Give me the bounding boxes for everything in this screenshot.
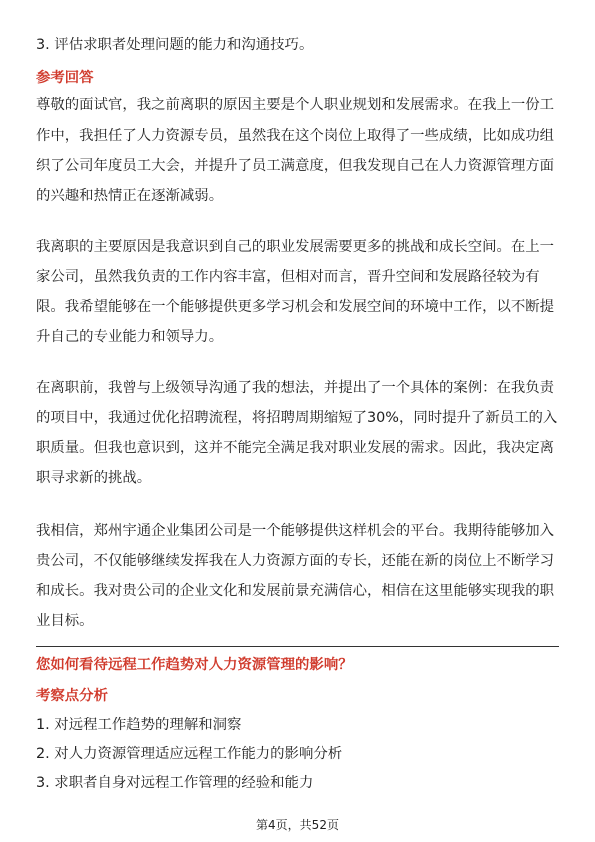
paragraph-2-line-1: 我离职的主要原因是我意识到自己的职业发展需要更多的挑战和成长空间。在上一 bbox=[36, 239, 555, 255]
paragraph-2-line-4: 升自己的专业能力和领导力。 bbox=[36, 329, 224, 345]
analysis-item-2: 2. 对人力资源管理适应远程工作能力的影响分析 bbox=[36, 746, 343, 762]
paragraph-3-line-2: 的项目中，我通过优化招聘流程，将招聘周期缩短了30%，同时提升了新员工的入 bbox=[36, 410, 558, 426]
reference-answer-heading: 参考回答 bbox=[36, 70, 94, 86]
paragraph-3-line-1: 在离职前，我曾与上级领导沟通了我的想法，并提出了一个具体的案例：在我负责 bbox=[36, 380, 555, 396]
paragraph-1-line-2: 作中，我担任了人力资源专员，虽然我在这个岗位上取得了一些成绩，比如成功组 bbox=[36, 128, 555, 144]
paragraph-1-line-1: 尊敬的面试官，我之前离职的原因主要是个人职业规划和发展需求。在我上一份工 bbox=[36, 97, 555, 113]
analysis-heading: 考察点分析 bbox=[36, 688, 108, 704]
paragraph-1-line-4: 的兴趣和热情正在逐渐减弱。 bbox=[36, 188, 224, 204]
paragraph-1-line-3: 织了公司年度员工大会，并提升了员工满意度，但我发现自己在人力资源管理方面 bbox=[36, 158, 555, 174]
paragraph-2-line-3: 限。我希望能够在一个能够提供更多学习机会和发展空间的环境中工作，以不断提 bbox=[36, 299, 555, 315]
paragraph-4-line-3: 和成长。我对贵公司的企业文化和发展前景充满信心，相信在这里能够实现我的职 bbox=[36, 583, 555, 599]
page-number-footer: 第4页，共52页 bbox=[256, 818, 339, 832]
paragraph-4-line-4: 业目标。 bbox=[36, 613, 94, 629]
question-heading: 您如何看待远程工作趋势对人力资源管理的影响？ bbox=[36, 657, 353, 673]
analysis-item-3: 3. 求职者自身对远程工作管理的经验和能力 bbox=[36, 775, 314, 791]
paragraph-4-line-2: 贵公司，不仅能够继续发挥我在人力资源方面的专长，还能在新的岗位上不断学习 bbox=[36, 553, 555, 569]
paragraph-3-line-4: 职寻求新的挑战。 bbox=[36, 470, 152, 486]
section-divider bbox=[36, 646, 559, 647]
analysis-item-1: 1. 对远程工作趋势的理解和洞察 bbox=[36, 717, 242, 733]
paragraph-4-line-1: 我相信，郑州宇通企业集团公司是一个能够提供这样机会的平台。我期待能够加入 bbox=[36, 523, 555, 539]
intro-list-item: 3. 评估求职者处理问题的能力和沟通技巧。 bbox=[36, 37, 314, 53]
paragraph-2-line-2: 家公司，虽然我负责的工作内容丰富，但相对而言，晋升空间和发展路径较为有 bbox=[36, 269, 540, 285]
paragraph-3-line-3: 职质量。但我也意识到，这并不能完全满足我对职业发展的需求。因此，我决定离 bbox=[36, 440, 555, 456]
